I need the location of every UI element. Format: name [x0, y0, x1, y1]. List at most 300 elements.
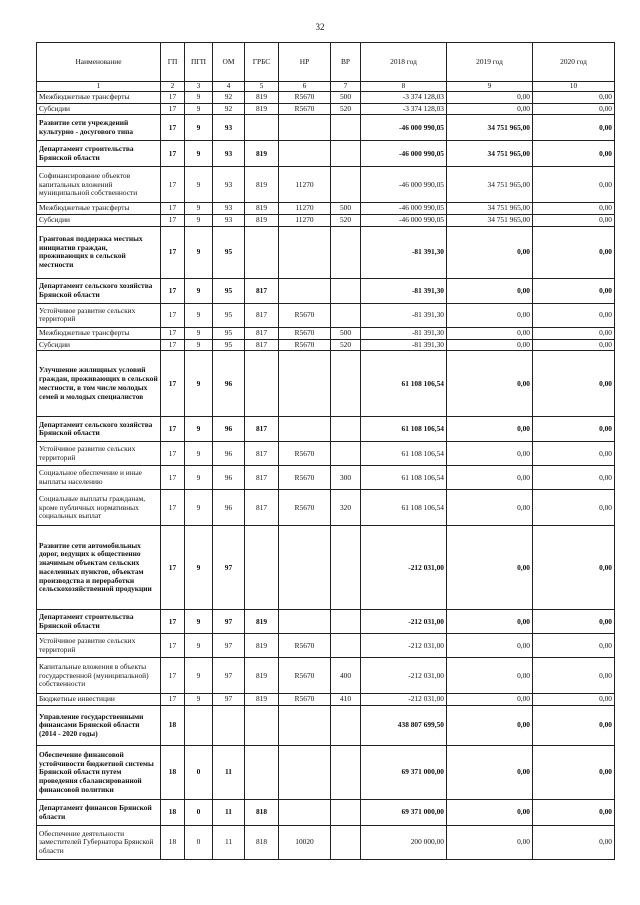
cell-nr: R5670	[279, 694, 331, 706]
cell-grbs	[245, 526, 279, 610]
cell-vr	[331, 526, 361, 610]
cell-vr	[331, 303, 361, 327]
cell-vr	[331, 351, 361, 417]
header-2018: 2018 год	[361, 43, 447, 82]
cell-name: Социальное обеспечение и иные выплаты населению	[37, 466, 161, 490]
cell-nr	[279, 115, 331, 141]
cell-pgp: 9	[185, 634, 213, 658]
cell-grbs	[245, 706, 279, 746]
cell-2018: 69 371 000,00	[361, 800, 447, 826]
cell-nr	[279, 226, 331, 278]
cell-2020: 0,00	[533, 706, 615, 746]
cell-grbs: 819	[245, 103, 279, 115]
table-row	[37, 490, 615, 526]
cell-pgp: 9	[185, 327, 213, 339]
column-number: 4	[213, 82, 245, 92]
cell-nr: 11270	[279, 167, 331, 203]
page-number: 32	[315, 22, 325, 32]
cell-2018: -81 391,30	[361, 278, 447, 303]
cell-gp: 17	[161, 303, 185, 327]
cell-name: Устойчивое развитие сельских территорий	[37, 303, 161, 327]
cell-name: Социальные выплаты гражданам, кроме публичных нормативных социальных выплат	[37, 490, 161, 526]
cell-name: Улучшение жилищных условий граждан, проживающих в сельской местности, в том числе молодых семей и молодых специалистов	[37, 351, 161, 417]
cell-gp: 17	[161, 103, 185, 115]
cell-gp: 17	[161, 466, 185, 490]
cell-2019: 0,00	[447, 800, 533, 826]
cell-gp: 17	[161, 634, 185, 658]
table-row	[37, 141, 615, 167]
header-grbs: ГРБС	[245, 43, 279, 82]
cell-om: 96	[213, 490, 245, 526]
cell-gp: 17	[161, 278, 185, 303]
cell-2018: 61 108 106,54	[361, 490, 447, 526]
cell-grbs: 817	[245, 442, 279, 466]
cell-2020: 0,00	[533, 351, 615, 417]
cell-2019: 0,00	[447, 92, 533, 104]
cell-2018: -46 000 990,05	[361, 167, 447, 203]
cell-nr: R5670	[279, 339, 331, 351]
cell-2018: 61 108 106,54	[361, 466, 447, 490]
cell-vr	[331, 167, 361, 203]
cell-2019: 0,00	[447, 490, 533, 526]
cell-2020: 0,00	[533, 442, 615, 466]
header-pgp: ПГП	[185, 43, 213, 82]
cell-om: 11	[213, 826, 245, 860]
cell-2020: 0,00	[533, 658, 615, 694]
cell-2019: 34 751 965,00	[447, 115, 533, 141]
cell-name: Департамент сельского хозяйства Брянской области	[37, 278, 161, 303]
cell-nr	[279, 351, 331, 417]
cell-name: Устойчивое развитие сельских территорий	[37, 442, 161, 466]
cell-vr	[331, 634, 361, 658]
cell-vr: 520	[331, 339, 361, 351]
cell-grbs: 819	[245, 203, 279, 215]
cell-name: Развитие сети учреждений культурно - досугового типа	[37, 115, 161, 141]
cell-pgp: 0	[185, 800, 213, 826]
cell-name: Департамент строительства Брянской области	[37, 610, 161, 634]
cell-pgp: 9	[185, 203, 213, 215]
cell-2020: 0,00	[533, 417, 615, 442]
cell-grbs: 817	[245, 417, 279, 442]
column-number: 1	[37, 82, 161, 92]
table-row	[37, 634, 615, 658]
cell-2020: 0,00	[533, 826, 615, 860]
cell-2018: -212 031,00	[361, 694, 447, 706]
cell-pgp: 9	[185, 466, 213, 490]
cell-2018: 61 108 106,54	[361, 417, 447, 442]
header-gp: ГП	[161, 43, 185, 82]
cell-2019: 0,00	[447, 278, 533, 303]
table-row	[37, 203, 615, 215]
table-row	[37, 303, 615, 327]
cell-grbs: 819	[245, 92, 279, 104]
cell-vr	[331, 800, 361, 826]
cell-2020: 0,00	[533, 466, 615, 490]
table-row	[37, 800, 615, 826]
column-number: 6	[279, 82, 331, 92]
cell-2018: -81 391,30	[361, 303, 447, 327]
cell-pgp: 9	[185, 167, 213, 203]
cell-om: 95	[213, 278, 245, 303]
cell-pgp: 9	[185, 610, 213, 634]
cell-nr: R5670	[279, 103, 331, 115]
header-vr: ВР	[331, 43, 361, 82]
cell-pgp: 9	[185, 103, 213, 115]
cell-gp: 17	[161, 610, 185, 634]
cell-gp: 17	[161, 442, 185, 466]
cell-vr	[331, 746, 361, 800]
cell-vr: 500	[331, 92, 361, 104]
cell-vr	[331, 141, 361, 167]
cell-2020: 0,00	[533, 215, 615, 227]
column-number-row	[37, 82, 615, 92]
cell-2020: 0,00	[533, 694, 615, 706]
column-number: 10	[533, 82, 615, 92]
cell-nr	[279, 706, 331, 746]
cell-2020: 0,00	[533, 490, 615, 526]
table-row	[37, 417, 615, 442]
cell-gp: 18	[161, 826, 185, 860]
cell-2018: -46 000 990,05	[361, 115, 447, 141]
cell-2020: 0,00	[533, 141, 615, 167]
cell-name: Софинансирование объектов капитальных вложений муниципальной собственности	[37, 167, 161, 203]
cell-gp: 17	[161, 226, 185, 278]
table-row	[37, 526, 615, 610]
cell-om: 95	[213, 327, 245, 339]
cell-om: 97	[213, 610, 245, 634]
cell-2019: 0,00	[447, 417, 533, 442]
cell-om: 95	[213, 339, 245, 351]
cell-nr: R5670	[279, 327, 331, 339]
cell-2020: 0,00	[533, 634, 615, 658]
cell-grbs: 817	[245, 466, 279, 490]
cell-2018: 200 000,00	[361, 826, 447, 860]
table-row	[37, 215, 615, 227]
cell-vr	[331, 115, 361, 141]
cell-om: 95	[213, 226, 245, 278]
cell-name: Департамент сельского хозяйства Брянской области	[37, 417, 161, 442]
cell-pgp: 9	[185, 92, 213, 104]
cell-pgp: 0	[185, 746, 213, 800]
cell-vr: 500	[331, 203, 361, 215]
cell-pgp: 9	[185, 226, 213, 278]
cell-2018: -212 031,00	[361, 610, 447, 634]
cell-2020: 0,00	[533, 92, 615, 104]
cell-nr: R5670	[279, 303, 331, 327]
cell-2018: -3 374 128,03	[361, 92, 447, 104]
cell-grbs: 819	[245, 658, 279, 694]
cell-grbs: 819	[245, 634, 279, 658]
header-row	[37, 43, 615, 82]
cell-nr: R5670	[279, 442, 331, 466]
cell-2019: 0,00	[447, 226, 533, 278]
cell-gp: 17	[161, 115, 185, 141]
cell-nr: R5670	[279, 658, 331, 694]
cell-om: 11	[213, 800, 245, 826]
cell-2019: 0,00	[447, 610, 533, 634]
cell-2018: 61 108 106,54	[361, 351, 447, 417]
column-number: 3	[185, 82, 213, 92]
cell-pgp: 9	[185, 658, 213, 694]
cell-grbs: 819	[245, 694, 279, 706]
cell-name: Управление государственными финансами Брянской области (2014 - 2020 годы)	[37, 706, 161, 746]
cell-2018: -81 391,30	[361, 339, 447, 351]
cell-grbs: 819	[245, 141, 279, 167]
cell-om: 93	[213, 215, 245, 227]
cell-name: Межбюджетные трансферты	[37, 203, 161, 215]
cell-om: 11	[213, 746, 245, 800]
cell-2018: -212 031,00	[361, 658, 447, 694]
cell-pgp: 9	[185, 141, 213, 167]
cell-om: 97	[213, 694, 245, 706]
cell-2019: 34 751 965,00	[447, 215, 533, 227]
cell-vr: 410	[331, 694, 361, 706]
cell-nr	[279, 610, 331, 634]
cell-2019: 0,00	[447, 466, 533, 490]
cell-2020: 0,00	[533, 327, 615, 339]
table-row	[37, 466, 615, 490]
cell-pgp: 9	[185, 490, 213, 526]
cell-grbs	[245, 115, 279, 141]
table-row	[37, 327, 615, 339]
cell-2019: 0,00	[447, 103, 533, 115]
cell-name: Бюджетные инвестиции	[37, 694, 161, 706]
cell-2018: 438 807 699,50	[361, 706, 447, 746]
cell-vr	[331, 442, 361, 466]
cell-om: 97	[213, 658, 245, 694]
cell-2019: 0,00	[447, 526, 533, 610]
table-row	[37, 278, 615, 303]
cell-2018: 69 371 000,00	[361, 746, 447, 800]
column-number: 5	[245, 82, 279, 92]
cell-pgp: 9	[185, 351, 213, 417]
table-row	[37, 103, 615, 115]
cell-2019: 0,00	[447, 658, 533, 694]
cell-om: 96	[213, 466, 245, 490]
cell-pgp: 9	[185, 694, 213, 706]
cell-grbs: 819	[245, 215, 279, 227]
cell-2020: 0,00	[533, 339, 615, 351]
cell-nr: 11270	[279, 215, 331, 227]
cell-2019: 0,00	[447, 339, 533, 351]
cell-name: Межбюджетные трансферты	[37, 327, 161, 339]
cell-om: 95	[213, 303, 245, 327]
cell-grbs: 817	[245, 339, 279, 351]
header-om: ОМ	[213, 43, 245, 82]
cell-vr	[331, 826, 361, 860]
cell-gp: 17	[161, 92, 185, 104]
cell-2018: 61 108 106,54	[361, 442, 447, 466]
cell-2019: 0,00	[447, 351, 533, 417]
cell-vr: 300	[331, 466, 361, 490]
cell-vr	[331, 417, 361, 442]
table-row	[37, 115, 615, 141]
cell-grbs	[245, 746, 279, 800]
table-row	[37, 706, 615, 746]
cell-name: Обеспечение деятельности заместителей Губернатора Брянской области	[37, 826, 161, 860]
cell-2019: 34 751 965,00	[447, 167, 533, 203]
column-number: 8	[361, 82, 447, 92]
header-nr: НР	[279, 43, 331, 82]
cell-gp: 17	[161, 526, 185, 610]
table-row	[37, 826, 615, 860]
table-row	[37, 694, 615, 706]
cell-vr	[331, 278, 361, 303]
cell-nr: R5670	[279, 490, 331, 526]
cell-name: Капитальные вложения в объекты государственной (муниципальной) собственности	[37, 658, 161, 694]
cell-2020: 0,00	[533, 115, 615, 141]
cell-gp: 17	[161, 339, 185, 351]
cell-2019: 0,00	[447, 442, 533, 466]
table-body	[37, 92, 615, 860]
cell-name: Обеспечение финансовой устойчивости бюджетной системы Брянской области путем проведения сбалансированной финансовой политики	[37, 746, 161, 800]
header-2019: 2019 год	[447, 43, 533, 82]
cell-gp: 17	[161, 203, 185, 215]
cell-gp: 17	[161, 417, 185, 442]
table-row	[37, 351, 615, 417]
cell-grbs: 817	[245, 303, 279, 327]
cell-2020: 0,00	[533, 167, 615, 203]
header-name: Наименование	[37, 43, 161, 82]
cell-2019: 34 751 965,00	[447, 203, 533, 215]
cell-2020: 0,00	[533, 800, 615, 826]
table-row	[37, 658, 615, 694]
cell-grbs: 819	[245, 167, 279, 203]
cell-grbs: 817	[245, 278, 279, 303]
cell-vr: 400	[331, 658, 361, 694]
cell-2018: -46 000 990,05	[361, 203, 447, 215]
cell-pgp: 9	[185, 417, 213, 442]
cell-2018: -46 000 990,05	[361, 141, 447, 167]
cell-om: 93	[213, 203, 245, 215]
cell-2019: 0,00	[447, 634, 533, 658]
cell-nr: R5670	[279, 92, 331, 104]
cell-vr	[331, 610, 361, 634]
cell-om	[213, 706, 245, 746]
cell-name: Департамент строительства Брянской области	[37, 141, 161, 167]
cell-nr	[279, 278, 331, 303]
cell-pgp: 9	[185, 339, 213, 351]
cell-2019: 0,00	[447, 746, 533, 800]
cell-nr	[279, 800, 331, 826]
cell-2018: -212 031,00	[361, 634, 447, 658]
cell-pgp: 9	[185, 115, 213, 141]
cell-2018: -46 000 990,05	[361, 215, 447, 227]
table-row	[37, 226, 615, 278]
header-2020: 2020 год	[533, 43, 615, 82]
cell-om: 96	[213, 442, 245, 466]
cell-2020: 0,00	[533, 103, 615, 115]
cell-om: 97	[213, 526, 245, 610]
cell-2020: 0,00	[533, 203, 615, 215]
cell-2020: 0,00	[533, 526, 615, 610]
cell-nr: R5670	[279, 466, 331, 490]
cell-2019: 34 751 965,00	[447, 141, 533, 167]
cell-name: Грантовая поддержка местных инициатив граждан, проживающих в сельской местности	[37, 226, 161, 278]
cell-gp: 17	[161, 351, 185, 417]
cell-name: Устойчивое развитие сельских территорий	[37, 634, 161, 658]
table-row	[37, 167, 615, 203]
cell-2019: 0,00	[447, 327, 533, 339]
cell-grbs: 818	[245, 826, 279, 860]
column-number: 9	[447, 82, 533, 92]
cell-gp: 17	[161, 327, 185, 339]
cell-2019: 0,00	[447, 706, 533, 746]
cell-om: 97	[213, 634, 245, 658]
cell-om: 96	[213, 417, 245, 442]
table-row	[37, 442, 615, 466]
cell-grbs: 818	[245, 800, 279, 826]
table-row	[37, 746, 615, 800]
cell-gp: 17	[161, 167, 185, 203]
cell-nr: 10020	[279, 826, 331, 860]
column-number: 7	[331, 82, 361, 92]
cell-vr	[331, 706, 361, 746]
cell-nr	[279, 417, 331, 442]
cell-gp: 18	[161, 706, 185, 746]
cell-gp: 17	[161, 490, 185, 526]
cell-2020: 0,00	[533, 303, 615, 327]
cell-name: Развитие сети автомобильных дорог, ведущих к общественно значимым объектам сельских населенных пунктов, объектам производства и переработки сельскохозяйственной продукции	[37, 526, 161, 610]
cell-gp: 17	[161, 141, 185, 167]
cell-grbs: 817	[245, 327, 279, 339]
cell-vr: 520	[331, 215, 361, 227]
cell-gp: 18	[161, 746, 185, 800]
cell-vr: 500	[331, 327, 361, 339]
cell-pgp: 9	[185, 442, 213, 466]
cell-nr	[279, 141, 331, 167]
cell-gp: 17	[161, 694, 185, 706]
cell-vr	[331, 226, 361, 278]
cell-grbs: 817	[245, 490, 279, 526]
cell-pgp: 9	[185, 215, 213, 227]
cell-gp: 17	[161, 215, 185, 227]
cell-nr: 11270	[279, 203, 331, 215]
cell-grbs	[245, 351, 279, 417]
cell-2019: 0,00	[447, 826, 533, 860]
budget-table	[36, 42, 615, 860]
cell-grbs	[245, 226, 279, 278]
cell-pgp	[185, 706, 213, 746]
cell-om: 93	[213, 167, 245, 203]
cell-nr	[279, 746, 331, 800]
cell-nr	[279, 526, 331, 610]
cell-2018: -81 391,30	[361, 226, 447, 278]
cell-vr: 520	[331, 103, 361, 115]
cell-name: Департамент финансов Брянской области	[37, 800, 161, 826]
column-number: 2	[161, 82, 185, 92]
cell-pgp: 9	[185, 303, 213, 327]
cell-2020: 0,00	[533, 610, 615, 634]
cell-gp: 17	[161, 658, 185, 694]
cell-2020: 0,00	[533, 278, 615, 303]
table-row	[37, 92, 615, 104]
cell-vr: 320	[331, 490, 361, 526]
cell-name: Субсидии	[37, 215, 161, 227]
cell-pgp: 9	[185, 278, 213, 303]
cell-2019: 0,00	[447, 303, 533, 327]
cell-2020: 0,00	[533, 746, 615, 800]
cell-om: 93	[213, 115, 245, 141]
cell-om: 96	[213, 351, 245, 417]
cell-nr: R5670	[279, 634, 331, 658]
cell-om: 92	[213, 92, 245, 104]
table-row	[37, 610, 615, 634]
cell-pgp: 0	[185, 826, 213, 860]
cell-gp: 18	[161, 800, 185, 826]
cell-grbs: 819	[245, 610, 279, 634]
cell-2018: -3 374 128,03	[361, 103, 447, 115]
